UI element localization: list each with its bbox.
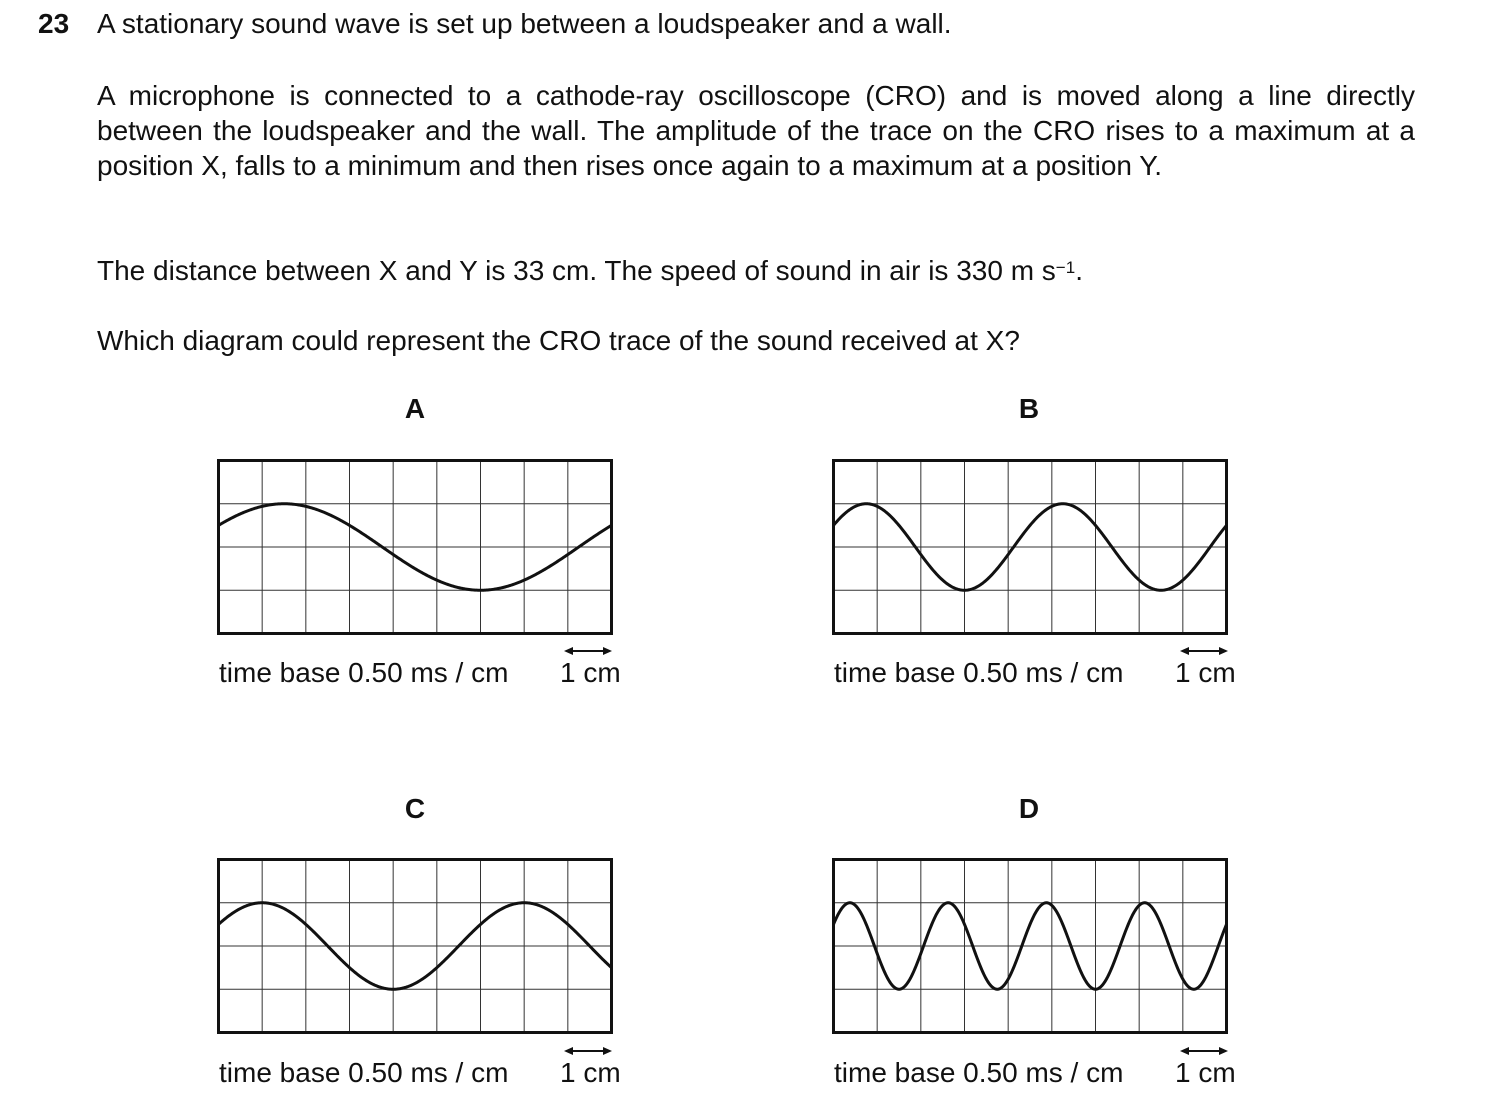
option-d-scale-arrow-icon [1180,1046,1228,1056]
option-a-label: A [404,393,426,424]
option-d-scale-label: 1 cm [1175,1057,1236,1088]
option-a-time-base: time base 0.50 ms / cm [219,657,509,688]
option-c-scale-label: 1 cm [560,1057,621,1088]
option-b-cro-trace [832,459,1228,635]
option-b-label: B [1018,393,1040,424]
question-prompt: Which diagram could represent the CRO trace of the sound received at X? [97,325,1020,356]
option-b-scale-label: 1 cm [1175,657,1236,688]
question-given-data [97,253,1415,288]
given-end: . [1075,255,1083,286]
option-c-label: C [404,793,426,824]
option-c-cro-trace [217,858,613,1034]
option-d-time-base: time base 0.50 ms / cm [834,1057,1124,1088]
option-b-time-base: time base 0.50 ms / cm [834,657,1124,688]
option-a-scale-label: 1 cm [560,657,621,688]
option-d-label: D [1018,793,1040,824]
question-paragraph: A microphone is connected to a cathode-ray oscilloscope (CRO) and is moved along a line directly between the loudspeaker and the wall. The amplitude of the trace on the CRO rises to a maximum at a position X, falls to a minimum and then rises once again to a maximum at a position Y. [97,80,1415,181]
option-a-scale-arrow-icon [564,646,612,656]
option-c-scale-arrow-icon [564,1046,612,1056]
given-exponent: −1 [1055,258,1076,277]
option-d-cro-trace [832,858,1228,1034]
option-c-time-base: time base 0.50 ms / cm [219,1057,509,1088]
given-text: The distance between X and Y is 33 cm. The speed of sound in air is 330 m s [97,255,1056,286]
question-number: 23 [38,8,70,39]
question-intro: A stationary sound wave is set up between a loudspeaker and a wall. [97,8,952,39]
option-b-scale-arrow-icon [1180,646,1228,656]
option-a-cro-trace [217,459,613,635]
